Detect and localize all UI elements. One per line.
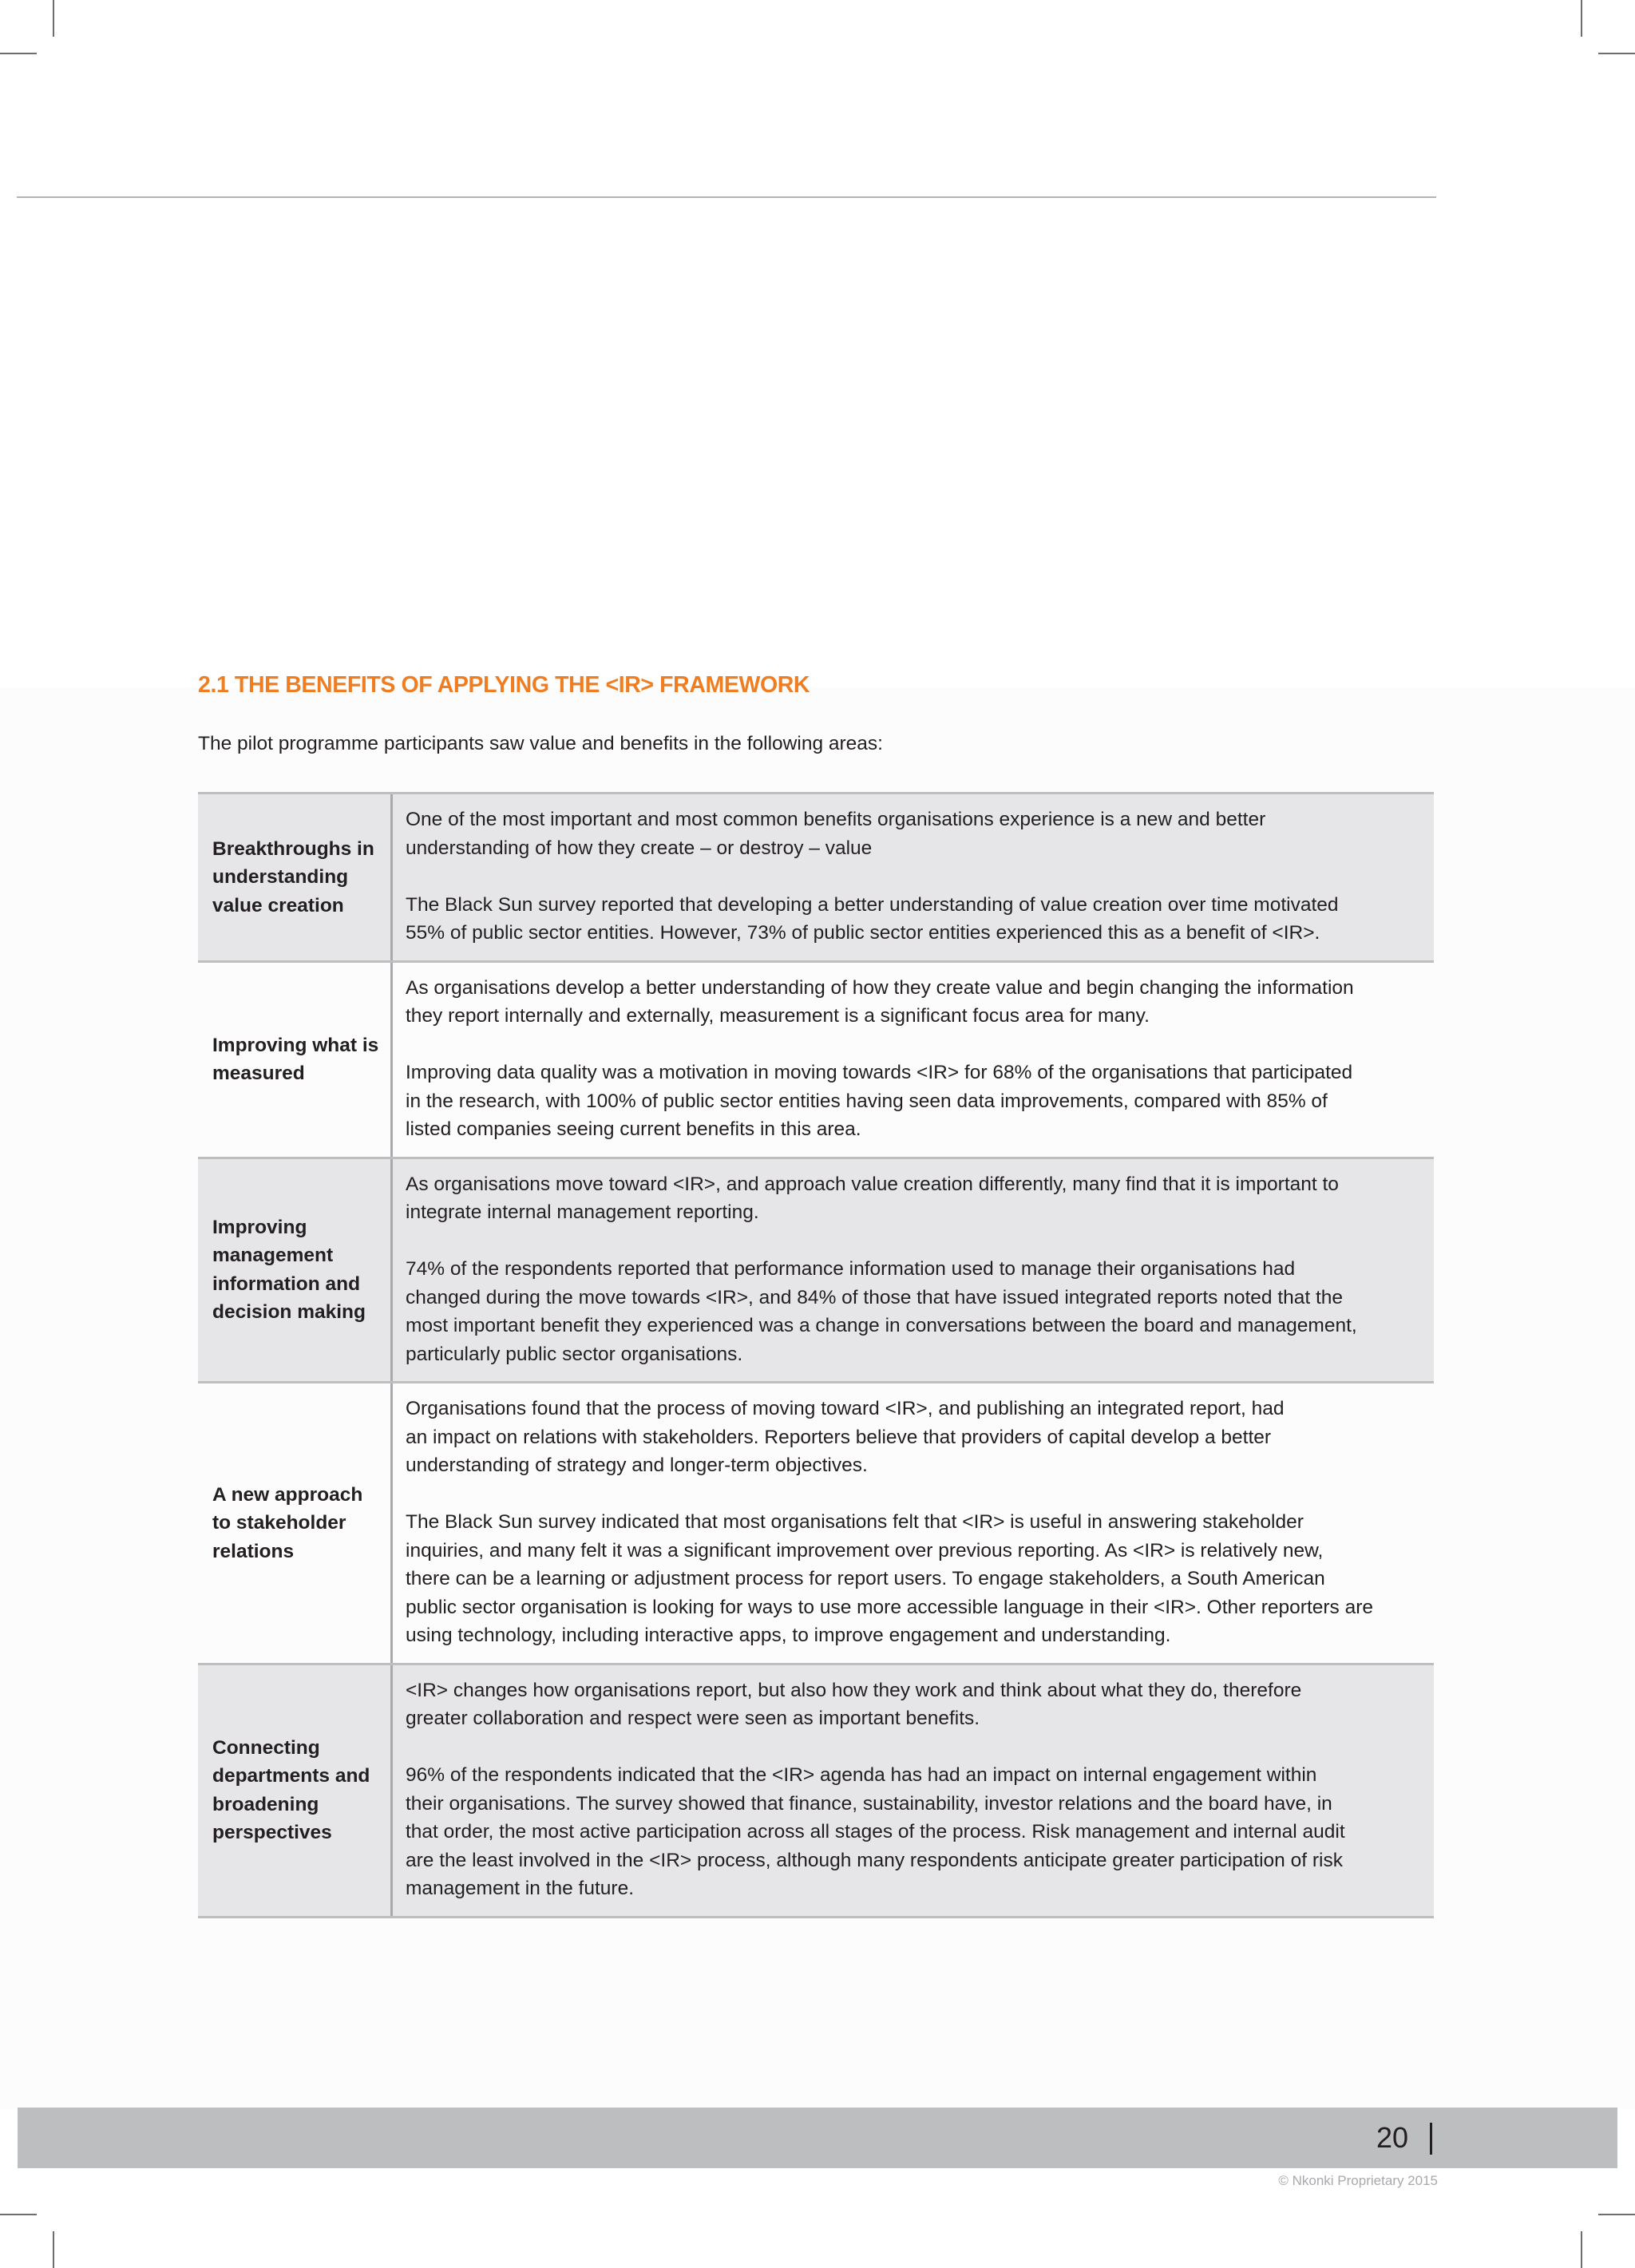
- page-number-divider: [1430, 2123, 1432, 2155]
- row-label: Improving management information and decision making: [198, 1159, 393, 1382]
- crop-mark: [0, 53, 37, 54]
- table-row: [198, 963, 1434, 1159]
- paragraph: 74% of the respondents reported that performance information used to manage their organisations had changed during the move towards <IR>, and 84% of those that have issued integrated reports noted that the most important benefit they experienced was a change in conversations between the board and management, particularly public sector organisations.: [406, 1258, 1357, 1365]
- table-row: [198, 1383, 1434, 1665]
- row-label: A new approach to stakeholder relations: [198, 1383, 393, 1663]
- paragraph: Organisations found that the process of moving toward <IR>, and publishing an integrated report, had an impact on relations with stakeholders. Reporters believe that providers of capital develop a better understanding of strategy and longer-term objectives.: [406, 1398, 1285, 1476]
- section-heading: 2.1 THE BENEFITS OF APPLYING THE <IR> FRAMEWORK: [198, 672, 810, 698]
- header-rule: [17, 196, 1436, 198]
- paragraph: One of the most important and most common benefits organisations experience is a new and better understanding of how they create – or destroy – value: [406, 809, 1266, 859]
- row-label: Improving what is measured: [198, 963, 393, 1157]
- paragraph: As organisations develop a better understanding of how they create value and begin changing the information they report internally and externally, measurement is a significant focus area for many.: [406, 976, 1354, 1027]
- row-description: [393, 1665, 1434, 1916]
- table-row: [198, 794, 1434, 963]
- row-description: [393, 1383, 1434, 1663]
- paragraph: As organisations move toward <IR>, and approach value creation differently, many find that it is important to integrate internal management reporting.: [406, 1173, 1339, 1223]
- table-row: [198, 1159, 1434, 1384]
- crop-mark: [1598, 53, 1635, 54]
- page-number: 20: [1376, 2121, 1408, 2154]
- row-description: [393, 1159, 1434, 1382]
- crop-mark: [1598, 2214, 1635, 2215]
- paragraph: The Black Sun survey indicated that most organisations felt that <IR> is useful in answering stakeholder inquiries, and many felt it was a significant improvement over previous reporting. As <IR> is relatively new, there can be a learning or adjustment process for report users. To engage stakeholders, a South American public sector organisation is looking for ways to use more accessible language in their <IR>. Other reporters are using technology, including interactive apps, to improve engagement and understanding.: [406, 1511, 1374, 1646]
- crop-mark: [53, 0, 54, 37]
- crop-mark: [1581, 0, 1582, 37]
- paragraph: 96% of the respondents indicated that the <IR> agenda has had an impact on internal engagement within their organisations. The survey showed that finance, sustainability, investor relations and the board have, in that order, the most active participation across all stages of the process. Risk management and internal audit are the least involved in the <IR> process, although many respondents anticipate greater participation of risk management in the future.: [406, 1764, 1345, 1899]
- paragraph: <IR> changes how organisations report, but also how they work and think about what they do, therefore greater collaboration and respect were seen as important benefits.: [406, 1679, 1302, 1729]
- row-description: [393, 963, 1434, 1157]
- row-description: [393, 794, 1434, 960]
- benefits-table: [198, 792, 1434, 1918]
- copyright-notice: © Nkonki Proprietary 2015: [1278, 2173, 1438, 2188]
- paragraph: The Black Sun survey reported that developing a better understanding of value creation over time motivated 55% of public sector entities. However, 73% of public sector entities experienced this as a benefit of <IR>.: [406, 893, 1339, 944]
- crop-mark: [1581, 2231, 1582, 2268]
- row-label: Breakthroughs in understanding value creation: [198, 794, 393, 960]
- table-row: [198, 1665, 1434, 1918]
- crop-mark: [53, 2231, 54, 2268]
- paragraph: Improving data quality was a motivation in moving towards <IR> for 68% of the organisations that participated in the research, with 100% of public sector entities having seen data improvements, compared with 85% of listed companies seeing current benefits in this area.: [406, 1062, 1353, 1140]
- crop-mark: [0, 2214, 37, 2215]
- row-label: Connecting departments and broadening perspectives: [198, 1665, 393, 1916]
- intro-text: The pilot programme participants saw value and benefits in the following areas:: [198, 733, 883, 754]
